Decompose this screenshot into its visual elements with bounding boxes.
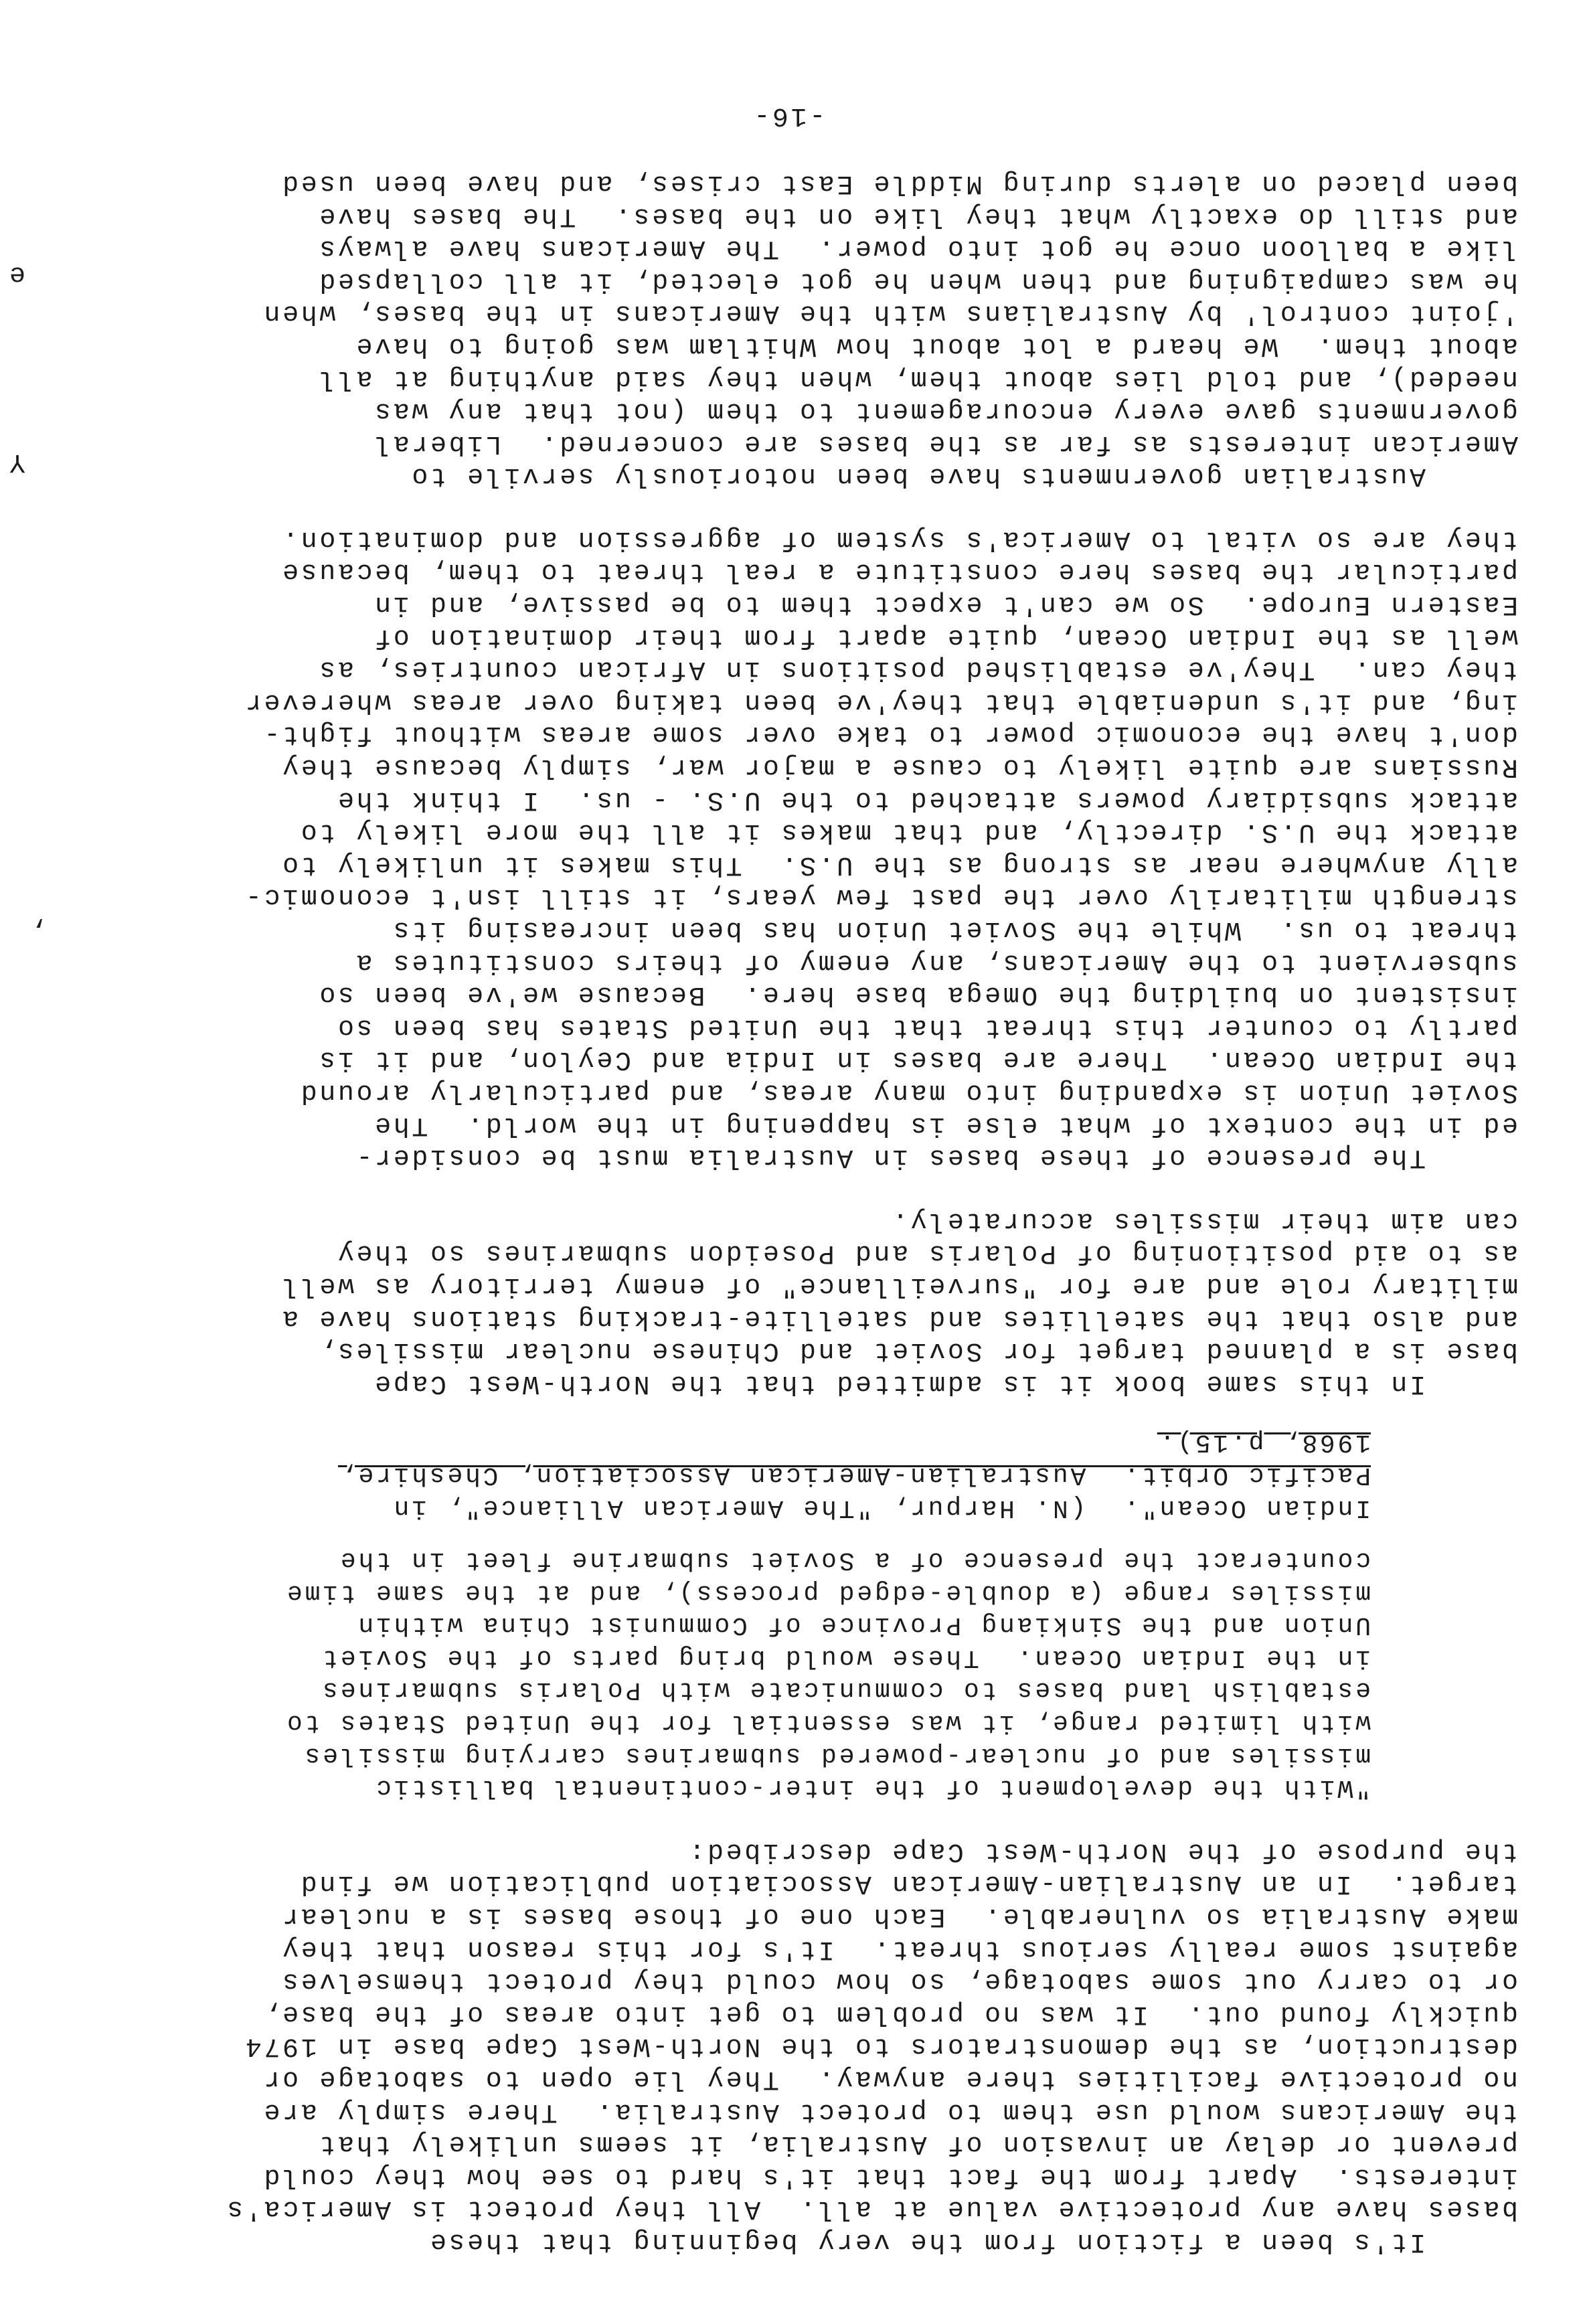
- text-line: interests. Apart from the fact that it's hard to see how they could: [261, 2161, 1518, 2191]
- text-line: been placed on alerts during Middle East crises, and have been used: [280, 167, 1518, 198]
- quote-line: with limited range, it was essential for the United States to: [284, 1708, 1371, 1738]
- text-line: particular the bases here constitute a real threat to them, because: [280, 556, 1518, 587]
- text-line: ed in the context of what else is happening in the world. The: [372, 1109, 1518, 1140]
- page-number: -16-: [751, 100, 826, 131]
- text-line: attack the U.S. directly, and that makes it all the more likely to: [299, 817, 1518, 847]
- text-line: and still do exactly what they like on the bases. The bases have: [317, 200, 1518, 231]
- margin-mark: ,: [29, 915, 46, 945]
- text-line: The presence of these bases in Australia must be consider-: [353, 1142, 1518, 1173]
- quote-line: "With the development of the inter-continental ballistic: [373, 1773, 1371, 1803]
- text-line: well as the Indian Ocean, quite apart from their domination of: [372, 621, 1518, 652]
- text-line: or to carry out some sabotage, so how could they protect themselves: [280, 1966, 1518, 1997]
- text-line: the Indian Ocean. There are bases in India and Ceylon, and it is: [317, 1044, 1518, 1075]
- quote-line: missiles range (a double-edged process), and at the same time: [284, 1578, 1371, 1607]
- text-line: make Australia so vulnerable. Each one of those bases is a nuclear: [280, 1901, 1518, 1932]
- text-line: subservient to the Americans, any enemy of theirs constitutes a: [353, 946, 1518, 977]
- page-content: [59, 70, 1518, 2257]
- quote-line: establish land bases to communicate with Polaris submarines: [320, 1675, 1371, 1705]
- text-line: can aim their missiles accurately.: [890, 1205, 1518, 1236]
- text-line: quickly found out. It was no problem to get into areas of the base,: [261, 1998, 1518, 2029]
- quote-line: missiles and of nuclear-powered submarines carrying missiles: [302, 1740, 1371, 1770]
- text-line: against some really serious threat. It's for this reason that they: [280, 1933, 1518, 1964]
- paragraph-bases-fiction: [59, 1834, 1518, 2257]
- text-line: the Americans would use them to protect Australia. There simply are: [261, 2096, 1518, 2127]
- text-line: they can. They've established positions in African countries, as: [317, 654, 1518, 685]
- citation: [59, 1426, 1371, 1523]
- margin-mark: e: [9, 259, 25, 289]
- quote-line: Union and the Sinkiang Province of Communist China within: [355, 1610, 1371, 1640]
- text-line: target. In an Australian-American Association publication we find: [299, 1868, 1518, 1899]
- text-line: American interests as far as the bases are concerned. Liberal: [372, 428, 1518, 459]
- text-line: 'joint control' by Australians with the Americans in the bases, when: [261, 298, 1518, 329]
- text-line: don't have the economic power to take over some areas without fight-: [261, 719, 1518, 750]
- text-line: prevent or delay an invasion of Australia, it seems unlikely that: [317, 2129, 1518, 2159]
- citation-line: Indian Ocean". (N. Harpur, "The American Alliance", in: [391, 1493, 1371, 1522]
- text-line: In this same book it is admitted that the North-West Cape: [372, 1367, 1518, 1398]
- text-line: they are so vital to America's system of aggression and domination.: [280, 523, 1518, 554]
- text-line: like a balloon once he got into power. The Americans have always: [317, 233, 1518, 264]
- text-line: military role and are for "surveillance" of enemy territory as well: [280, 1270, 1518, 1301]
- text-line: insistent on building the Omega base here. Because we've been so: [317, 979, 1518, 1010]
- text-line: destruction, as the demonstrators to the North-West Cape base in 1974: [243, 2031, 1518, 2062]
- text-line: no protective facilities there anyway. They lie open to sabotage or: [261, 2064, 1518, 2094]
- text-line: the purpose of the North-West Cape described:: [686, 1835, 1518, 1866]
- citation-line-underlined: Pacific Orbit. Australian-American Association, Cheshire,: [337, 1460, 1371, 1489]
- paragraph-presence-of-bases: [59, 522, 1518, 1173]
- text-line: bases have any protective value at all. All they protect is America's: [224, 2193, 1518, 2224]
- citation-line-underlined: 1968, p.15).: [1157, 1428, 1371, 1457]
- text-line: ally anywhere near as strong as the U.S. This makes it unlikely to: [280, 849, 1518, 880]
- block-quote: [59, 1544, 1371, 1804]
- paragraph-same-book: [59, 1204, 1518, 1399]
- text-line: as to aid positioning of Polaris and Poseidon submarines so they: [335, 1238, 1518, 1268]
- text-line: Soviet Union is expanding into many areas, and particularly around: [299, 1077, 1518, 1107]
- text-line: threat to us. While the Soviet Union has been increasing its: [391, 914, 1518, 945]
- margin-mark: Y: [9, 446, 25, 477]
- text-line: Russians are quite likely to cause a major war, simply because they: [280, 752, 1518, 782]
- text-line: he was campaigning and then when he got elected, it all collapsed: [317, 265, 1518, 296]
- text-line: governments gave every encouragement to them (not that any was: [372, 396, 1518, 426]
- text-line: attack subsidiary powers attached to the U.S. - us. I think the: [335, 784, 1518, 815]
- text-line: about them. We heard a lot about how Whitlam was going to have: [353, 330, 1518, 361]
- text-line: ing, and it's undeniable that they've been taking over areas wherever: [243, 686, 1518, 717]
- text-line: partly to counter this threat that the United States has been so: [335, 1011, 1518, 1042]
- text-line: It's been a fiction from the very beginning that these: [428, 2226, 1518, 2256]
- quote-line: in the Indian Ocean. These would bring parts of the Soviet: [320, 1643, 1371, 1672]
- text-line: base is a planned target for Soviet and Chinese nuclear missiles,: [317, 1335, 1518, 1366]
- quote-line: counteract the presence of a Soviet submarine fleet in the: [337, 1546, 1371, 1575]
- text-line: strength militarily over the past few years, it still isn't economic-: [243, 882, 1518, 912]
- text-line: needed), and told lies about them, when they said anything at all: [317, 363, 1518, 394]
- text-line: and also that the satellites and satellite-tracking stations have a: [280, 1303, 1518, 1333]
- text-line: Australian governments have been notoriously servile to: [409, 461, 1518, 491]
- paragraph-australian-governments: [59, 166, 1518, 491]
- text-line: Eastern Europe. So we can't expect them to be passive, and in: [372, 589, 1518, 620]
